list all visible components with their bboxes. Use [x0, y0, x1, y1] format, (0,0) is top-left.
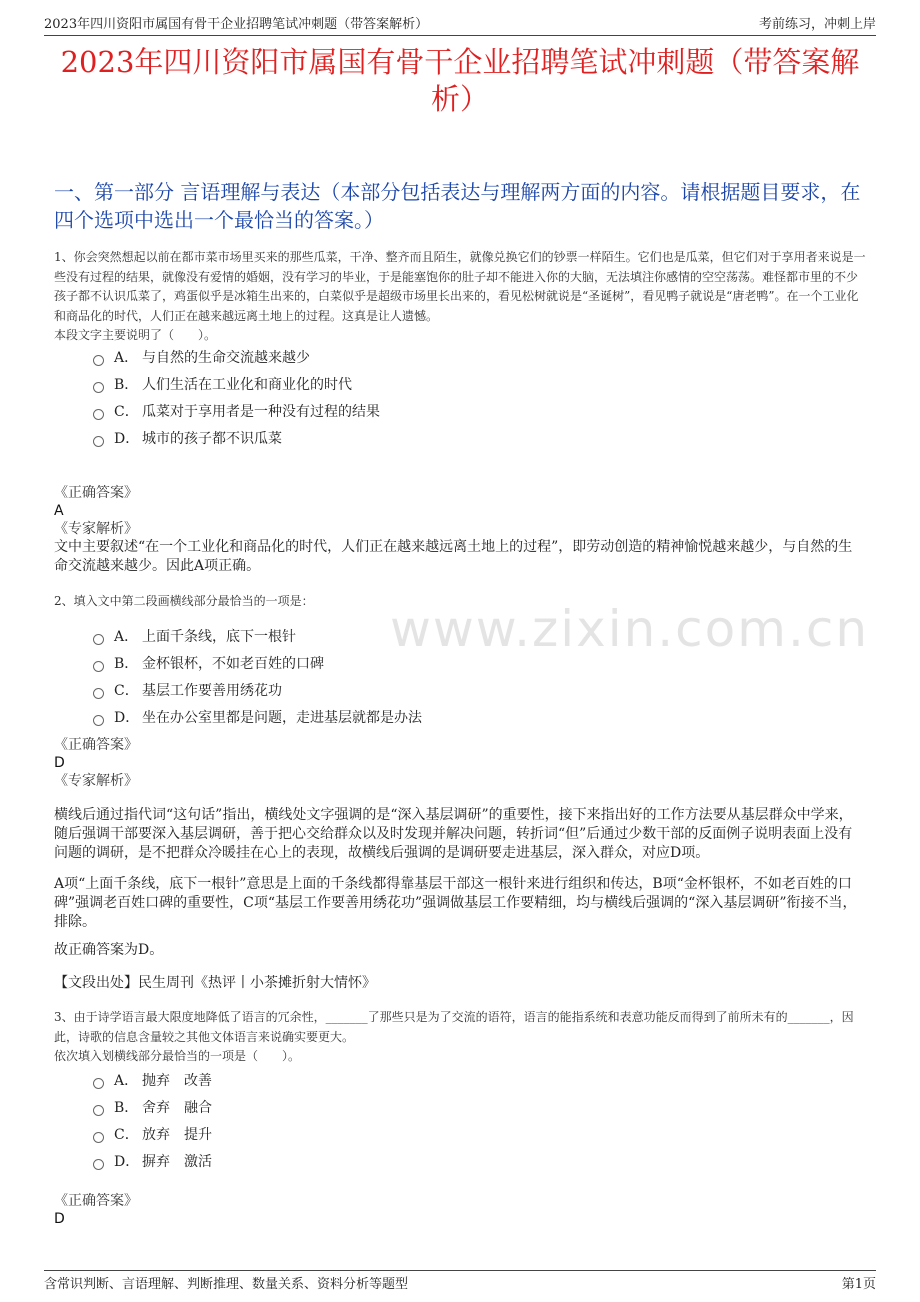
question-1-text: 1、你会突然想起以前在都市菜市场里买来的那些瓜菜，干净、整齐而且陌生，就像兑换它们的钞票一样陌生。它们也是瓜菜，但它们对于享用者来说是一些没有过程的结果，就像没有爱情的婚姻，没有学习的毕业，于是能塞饱你的肚子却不能进入你的大脑，无法填注你感情的空空荡荡。难怪都市里的不少孩子都不认识瓜菜了，鸡蛋似乎是冰箱生出来的，白菜似乎是超级市场里长出来的，看见松树就说是“圣诞树”，看见鸭子就说是“唐老鸭”。在一个工业化和商品化的时代，人们正在越来越远离土地上的过程。这真是让人遗憾。 — [54, 250, 866, 323]
question-3 — [54, 1008, 866, 1067]
question-1-options — [54, 343, 866, 451]
analysis-paragraph-3: 故正确答案为D。 — [54, 942, 164, 958]
page-header — [44, 10, 876, 36]
question-2-text: 2、填入文中第二段画横线部分最恰当的一项是： — [54, 594, 314, 608]
radio-icon[interactable] — [93, 661, 104, 672]
radio-icon[interactable] — [93, 436, 104, 447]
radio-icon[interactable] — [93, 1159, 104, 1170]
passage-source: 【文段出处】民生周刊《热评丨小茶摊折射大情怀》 — [54, 975, 376, 991]
option-a[interactable]: A． 与自然的生命交流越来越少 — [54, 343, 866, 370]
header-doc-title: 2023年四川资阳市属国有骨干企业招聘笔试冲刺题（带答案解析） — [44, 17, 429, 32]
answer-label: 《正确答案》 — [54, 485, 138, 501]
analysis-paragraph-1: 横线后通过指代词“这句话”指出，横线处文字强调的是“深入基层调研”的重要性，接下来指出好的工作方法要从基层群众中学来，随后强调干部要深入基层调研，善于把心交给群众以及时发现并解决问题，转折词“但”后通过少数干部的反面例子说明表面上没有问题的调研，是不把群众冷暖挂在心上的表现，故横线后强调的是调研要走进基层，深入群众，对应D项。 — [54, 807, 853, 861]
answer-value: A — [54, 503, 64, 519]
radio-icon[interactable] — [93, 382, 104, 393]
question-1-answer — [54, 484, 866, 576]
document-title: 2023年四川资阳市属国有骨干企业招聘笔试冲刺题（带答案解析） — [60, 45, 860, 116]
question-2-answer — [54, 736, 866, 790]
analysis-paragraph-2: A项“上面千条线，底下一根针”意思是上面的千条线都得靠基层干部这一根针来进行组织和传达，B项“金杯银杯，不如老百姓的口碑”强调老百姓口碑的重要性，C项“基层工作要善用绣花功”强调做基层工作要精细，均与横线后强调的“深入基层调研”衔接不当，排除。 — [54, 876, 857, 930]
question-3-options — [54, 1066, 866, 1174]
section-heading: 一、第一部分 言语理解与表达（本部分包括表达与理解两方面的内容。请根据题目要求，在四个选项中选出一个最恰当的答案。） — [54, 180, 861, 232]
option-a[interactable]: A． 上面千条线，底下一根针 — [54, 622, 866, 649]
option-a[interactable]: A． 抛弃 改善 — [54, 1066, 866, 1093]
answer-label: 《正确答案》 — [54, 737, 138, 753]
question-2-conclusion — [54, 941, 866, 960]
page-number: 第1页 — [841, 1277, 876, 1292]
analysis-label: 《专家解析》 — [54, 521, 138, 537]
radio-icon[interactable] — [93, 409, 104, 420]
option-b[interactable]: B． 金杯银杯，不如老百姓的口碑 — [54, 649, 866, 676]
option-c[interactable]: C． 瓜菜对于享用者是一种没有过程的结果 — [54, 397, 866, 424]
header-slogan: 考前练习，冲刺上岸 — [758, 17, 876, 32]
question-2 — [54, 592, 866, 612]
question-1-prompt: 本段文字主要说明了（ ）。 — [54, 328, 217, 342]
question-2-options — [54, 622, 866, 730]
analysis-text: 文中主要叙述“在一个工业化和商品化的时代，人们正在越来越远离土地上的过程”，即劳动创造的精神愉悦越来越少，与自然的生命交流越来越少。因此A项正确。 — [54, 539, 853, 574]
question-3-text: 3、由于诗学语言最大限度地降低了语言的冗余性，_______了那些只是为了交流的语符，语言的能指系统和表意功能反而得到了前所未有的_______，因此，诗歌的信息含量较之其他文体语言来说确实要更大。 — [54, 1010, 854, 1044]
question-2-analysis — [54, 806, 866, 863]
footer-topics: 含常识判断、言语理解、判断推理、数量关系、资料分析等题型 — [44, 1277, 409, 1292]
radio-icon[interactable] — [93, 1105, 104, 1116]
option-d[interactable]: D． 坐在办公室里都是问题，走进基层就都是办法 — [54, 703, 866, 730]
question-3-answer — [54, 1192, 866, 1228]
page-footer — [44, 1270, 876, 1293]
question-2-analysis-2 — [54, 875, 866, 932]
answer-label: 《正确答案》 — [54, 1193, 138, 1209]
radio-icon[interactable] — [93, 715, 104, 726]
question-1 — [54, 248, 866, 346]
radio-icon[interactable] — [93, 1132, 104, 1143]
radio-icon[interactable] — [93, 1078, 104, 1089]
answer-value: D — [54, 755, 65, 771]
option-d[interactable]: D． 城市的孩子都不识瓜菜 — [54, 424, 866, 451]
option-d[interactable]: D． 摒弃 激活 — [54, 1147, 866, 1174]
option-c[interactable]: C． 放弃 提升 — [54, 1120, 866, 1147]
radio-icon[interactable] — [93, 634, 104, 645]
watermark: www.zixin.com.cn — [390, 600, 870, 658]
option-b[interactable]: B． 舍弃 融合 — [54, 1093, 866, 1120]
answer-value: D — [54, 1211, 65, 1227]
question-3-prompt: 依次填入划横线部分最恰当的一项是（ ）。 — [54, 1049, 301, 1063]
radio-icon[interactable] — [93, 355, 104, 366]
option-b[interactable]: B． 人们生活在工业化和商业化的时代 — [54, 370, 866, 397]
option-c[interactable]: C． 基层工作要善用绣花功 — [54, 676, 866, 703]
radio-icon[interactable] — [93, 688, 104, 699]
analysis-label: 《专家解析》 — [54, 773, 138, 789]
